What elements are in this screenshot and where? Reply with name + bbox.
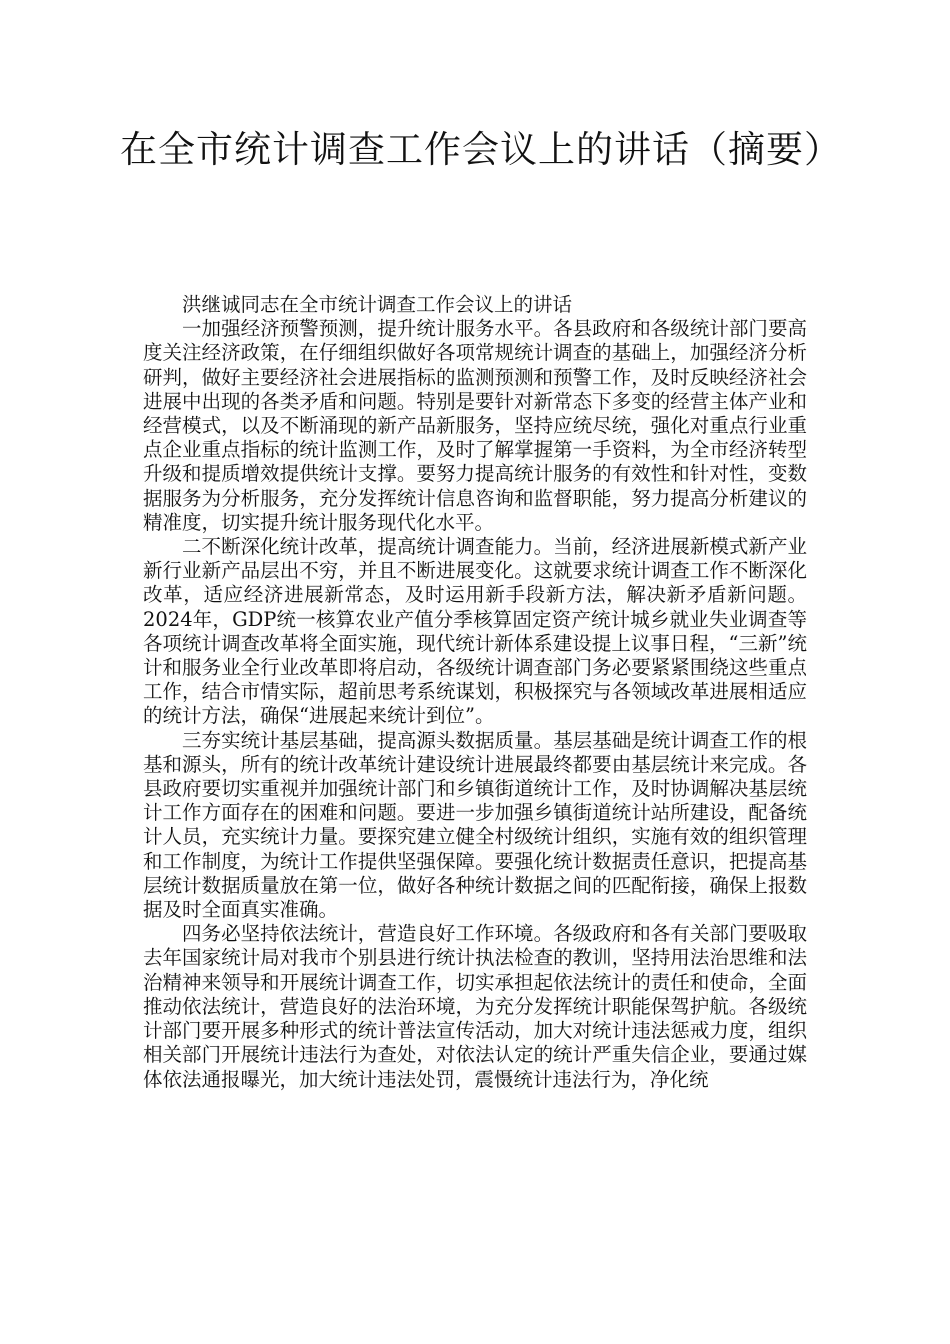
paragraph-section-4: 四务必坚持依法统计，营造良好工作环境。各级政府和各有关部门要吸取去年国家统计局对我市个别县进行统计执法检查的教训，坚持用法治思维和法治精神来领导和开展统计调查工作，切实承担起依法统计的责任和使命，全面推动依法统计，营造良好的法治环境，为充分发挥统计职能保驾护航。各级统计部门要开展多种形式的统计普法宣传活动，加大对统计违法惩戒力度，组织相关部门开展统计违法行为查处，对依法认定的统计严重失信企业，要通过媒体依法通报曝光，加大统计违法处罚，震慑统计违法行为，净化统 <box>143 922 807 1091</box>
paragraph-section-2: 二不断深化统计改革，提高统计调查能力。当前，经济进展新模式新产业新行业新产品层出不穷，并且不断进展变化。这就要求统计调查工作不断深化改革，适应经济进展新常态，及时运用新手段新方法，解决新矛盾新问题。2024年，GDP统一核算农业产值分季核算固定资产统计城乡就业失业调查等各项统计调查改革将全面实施，现代统计新体系建设提上议事日程，“三新”统计和服务业全行业改革即将启动，各级统计调查部门务必要紧紧围绕这些重点工作，结合市情实际，超前思考系统谋划，积极探究与各领域改革进展相适应的统计方法，确保“进展起来统计到位”。 <box>143 535 807 728</box>
paragraph-speaker-line: 洪继诚同志在全市统计调查工作会议上的讲话 <box>182 293 573 316</box>
document-body <box>143 293 807 1092</box>
paragraph-section-1: 一加强经济预警预测，提升统计服务水平。各县政府和各级统计部门要高度关注经济政策，在仔细组织做好各项常规统计调查的基础上，加强经济分析研判，做好主要经济社会进展指标的监测预测和预警工作，及时反映经济社会进展中出现的各类矛盾和问题。特别是要针对新常态下多变的经营主体产业和经营模式，以及不断涌现的新产品新服务，坚持应统尽统，强化对重点行业重点企业重点指标的统计监测工作，及时了解掌握第一手资料，为全市经济转型升级和提质增效提供统计支撑。要努力提高统计服务的有效性和针对性，变数据服务为分析服务，充分发挥统计信息咨询和监督职能，努力提高分析建议的精准度，切实提升统计服务现代化水平。 <box>143 317 807 534</box>
document-title: 在全市统计调查工作会议上的讲话（摘要） <box>120 128 842 171</box>
paragraph-section-3: 三夯实统计基层基础，提高源头数据质量。基层基础是统计调查工作的根基和源头，所有的统计改革统计建设统计进展最终都要由基层统计来完成。各县政府要切实重视并加强统计部门和乡镇街道统计工作，及时协调解决基层统计工作方面存在的困难和问题。要进一步加强乡镇街道统计站所建设，配备统计人员，充实统计力量。要探究建立健全村级统计组织，实施有效的组织管理和工作制度，为统计工作提供坚强保障。要强化统计数据责任意识，把提高基层统计数据质量放在第一位，做好各种统计数据之间的匹配衔接，确保上报数据及时全面真实准确。 <box>143 728 807 922</box>
